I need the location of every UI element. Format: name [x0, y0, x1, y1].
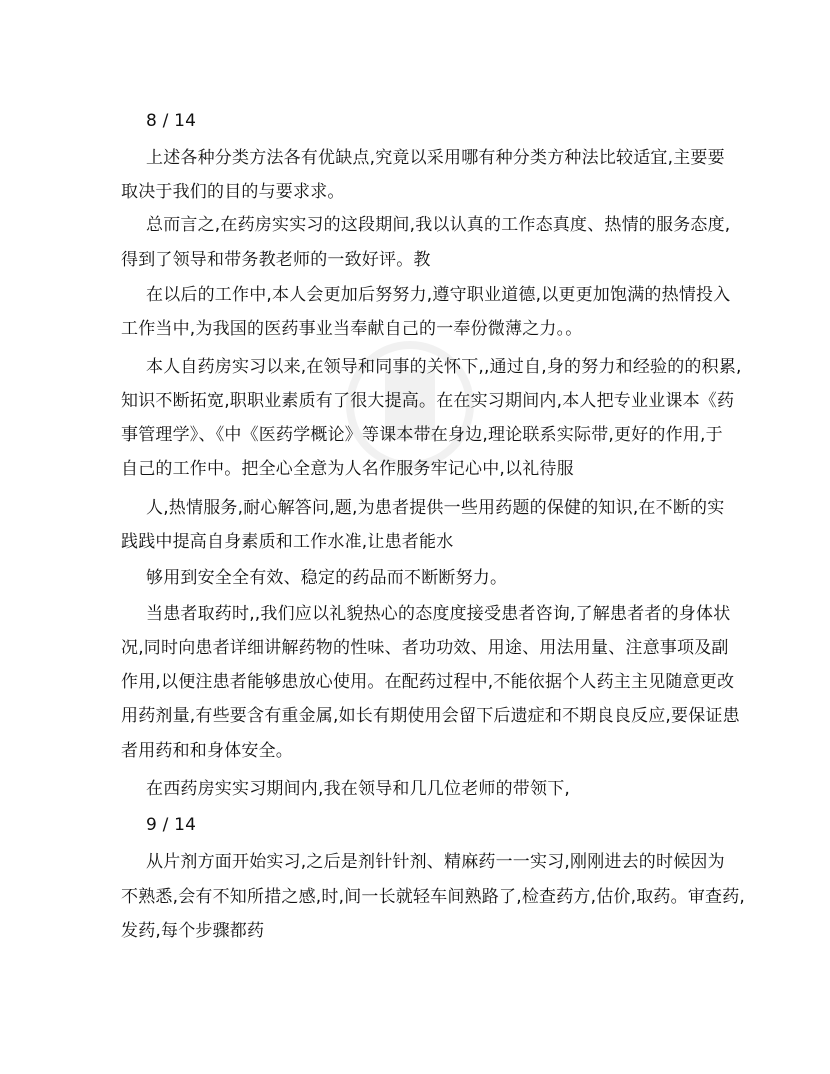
paragraph-line: 取决于我们的目的与要求求。	[121, 182, 345, 202]
paragraph-line: 当患者取药时,,我们应以礼貌热心的态度度接受患者咨询,了解患者者的身体状	[146, 604, 731, 624]
paragraph-line: 发药,每个步骤都药	[121, 921, 265, 941]
paragraph-line: 从片剂方面开始实习,之后是剂针针剂、精麻药一一实习,刚刚进去的时候因为	[146, 852, 725, 872]
paragraph-line: 够用到安全全有效、稳定的药品而不断断努力。	[146, 568, 508, 588]
paragraph-line: 本人自药房实习以来,在领导和同事的关怀下,,通过自,身的努力和经验的的积累,	[146, 357, 742, 377]
paragraph-line: 不熟悉,会有不知所措之感,时,间一长就轻车间熟路了,检查药方,估价,取药。审查药,	[121, 887, 746, 907]
paragraph-line: 在以后的工作中,本人会更加后努努力,遵守职业道德,以更更加饱满的热情投入	[146, 285, 731, 305]
paragraph-line: 得到了领导和带务教老师的一致好评。教	[121, 250, 431, 270]
paragraph-line: 自己的工作中。把全心全意为人名作服务牢记心中,以礼待服	[121, 459, 574, 479]
paragraph-line: 在西药房实实习期间内,我在领导和几几位老师的带领下,	[146, 779, 571, 799]
paragraph-line: 作用,以便注患者能够患放心使用。在配药过程中,不能依据个人药主主见随意更改	[121, 672, 735, 692]
paragraph-line: 知识不断拓宽,职职业素质有了很大提高。在在实习期间内,本人把专业业课本《药	[121, 391, 735, 411]
paragraph-line: 况,同时向患者详细讲解药物的性味、者功功效、用途、用法用量、注意事项及副	[121, 638, 729, 658]
paragraph-line: 用药剂量,有些要含有重金属,如长有期使用会留下后遗症和不期良良反应,要保证患	[121, 706, 740, 726]
paragraph-line: 者用药和和身体安全。	[121, 741, 293, 761]
paragraph-line: 人,热情服务,耐心解答问,题,为患者提供一些用药题的保健的知识,在不断的实	[146, 498, 725, 518]
paragraph-line: 践践中提高自身素质和工作水准,让患者能水	[121, 532, 454, 552]
paragraph-line: 工作当中,为我国的医药事业当奉献自己的一奉份微薄之力。。	[121, 319, 583, 339]
page-number: 9 / 14	[146, 815, 197, 835]
page-number: 8 / 14	[146, 111, 197, 131]
paragraph-line: 事管理学》、《中《医药学概论》等课本带在身边,理论联系实际带,更好的作用,于	[121, 425, 723, 445]
paragraph-line: 总而言之,在药房实实习的这段期间,我以认真的工作态真度、热情的服务态度,	[146, 215, 731, 235]
paragraph-line: 上述各种分类方法各有优缺点,究竟以采用哪有种分类方种法比较适宜,主要要	[146, 148, 725, 168]
